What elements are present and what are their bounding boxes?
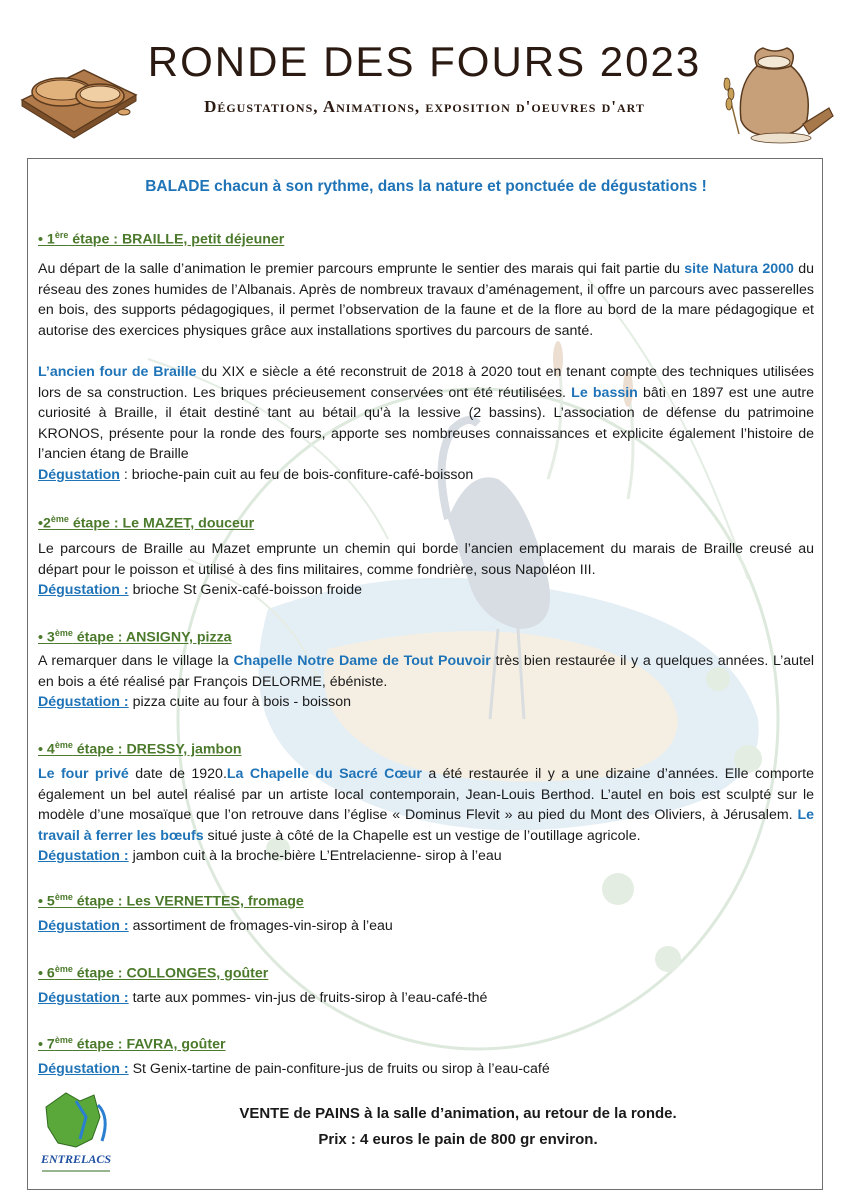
footer-price-line: Prix : 4 euros le pain de 800 gr environ.	[318, 1131, 598, 1148]
flour-sack-wheat-illustration	[717, 38, 835, 146]
stage-7-heading: • 7ème étape : FAVRA, goûter	[38, 1035, 226, 1053]
footer-sale-line: VENTE de PAINS à la salle d’animation, au retour de la ronde.	[239, 1105, 677, 1122]
stage-1-paragraph-1: Au départ de la salle d’animation le premier parcours emprunte le sentier des marais qui fait partie du site Natura 2000 du réseau des zones humides de l’Albanais. Après de nombreux travaux d’aménagement, il offre un parcours avec passerelles en bois, des supports pédagogiques, il permet l’observation de la faune et de la flore au bord de la mare pédagogique et autorise des exercices physiques grâce aux installations sportives du parcours de santé.	[38, 261, 814, 339]
stage-4-heading: • 4ème étape : DRESSY, jambon	[38, 740, 242, 758]
content-body	[28, 159, 823, 1190]
stage-3-heading: • 3ème étape : ANSIGNY, pizza	[38, 628, 232, 646]
stage-2-paragraph: Le parcours de Braille au Mazet emprunte un chemin qui borde l’ancien emplacement du marais de Braille creusé au départ pour le poisson et utilisé à des fins militaires, comme fondrière, sous Napoléon III.	[38, 541, 814, 578]
page-subtitle: Dégustations, Animations, exposition d'oeuvres d'art	[204, 97, 645, 116]
stage-3-paragraph: A remarquer dans le village la Chapelle Notre Dame de Tout Pouvoir très bien restaurée il y a quelques années. L’autel en bois a été réalisé par François DELORME, ébéniste.	[38, 653, 814, 690]
stage-2-heading: •2ème étape : Le MAZET, douceur	[38, 514, 255, 532]
stage-5-heading: • 5ème étape : Les VERNETTES, fromage	[38, 892, 304, 910]
stage-4-paragraph: Le four privé date de 1920.La Chapelle du Sacré Cœur a été restaurée il y a une dizaine d’années. Elle comporte également un bel autel réalisé par un artiste local contemporain, Jean-Louis Berthod. L’autel en bois est sculpté sur le modèle d’une mosaïque que l’on retrouve dans l’église « Dominus Flevit » au pied du Mont des Oliviers, à Jérusalem. Le travail à ferrer les bœufs situé juste à côté de la Chapelle est un vestige de l’outillage agricole.	[38, 766, 814, 844]
stage-1-paragraph-2: L’ancien four de Braille du XIX e siècle a été reconstruit de 2018 à 2020 tout en tenant compte des techniques utilisées lors de sa construction. Les briques précieusement conservées ont été réutilisées. Le bassin bâti en 1897 est une autre curiosité à Braille, il était destiné tant au bétail qu’à la lessive (2 bassins). L’association de défense du patrimoine KRONOS, présente pour la ronde des fours, apporte ses nombreuses connaissances et explicite également l’histoire de l’ancien étang de Braille	[38, 364, 814, 462]
page-header	[0, 0, 849, 150]
stage-6-tasting: Dégustation : tarte aux pommes- vin-jus de fruits-sirop à l’eau-café-thé	[38, 990, 488, 1006]
entrelacs-logo	[36, 1087, 116, 1179]
svg-text:ENTRELACS: ENTRELACS	[40, 1152, 112, 1166]
stage-7-tasting: Dégustation : St Genix-tartine de pain-confiture-jus de fruits ou sirop à l’eau-café	[38, 1061, 550, 1077]
stage-1-tasting: Dégustation : brioche-pain cuit au feu de bois-confiture-café-boisson	[38, 467, 474, 483]
stage-2-tasting: Dégustation : brioche St Genix-café-boisson froide	[38, 582, 363, 598]
content-frame	[27, 158, 823, 1190]
stage-5-tasting: Dégustation : assortiment de fromages-vin-sirop à l’eau	[38, 918, 393, 934]
page-title: RONDE DES FOURS 2023	[147, 38, 702, 85]
stage-6-heading: • 6ème étape : COLLONGES, goûter	[38, 964, 269, 982]
stage-1-heading: • 1ère étape : BRAILLE, petit déjeuner	[38, 230, 285, 248]
stage-4-tasting: Dégustation : jambon cuit à la broche-bière L’Entrelacienne- sirop à l’eau	[38, 848, 502, 864]
stage-3-tasting: Dégustation : pizza cuite au four à bois - boisson	[38, 694, 352, 710]
lead-text: BALADE chacun à son rythme, dans la nature et ponctuée de dégustations !	[145, 178, 707, 195]
